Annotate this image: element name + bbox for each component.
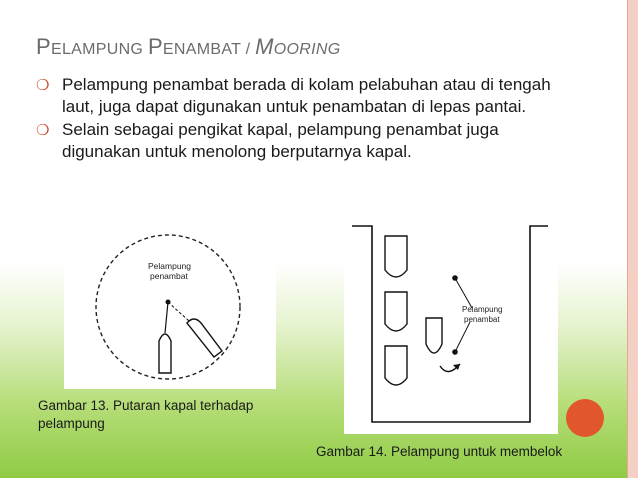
- mooring-line: [165, 302, 168, 333]
- bullet-text: Pelampung penambat berada di kolam pelabuhan atau di tengah laut, juga dapat digunakan untuk penambatan di lepas pantai.: [62, 75, 551, 116]
- fig13-label-line2: penambat: [150, 271, 188, 281]
- ship-swung-icon: [187, 319, 222, 357]
- ship-icon: [385, 236, 407, 277]
- fig13-label-line1: Pelampung: [148, 261, 192, 271]
- ring-bullet-icon: ❍: [36, 77, 50, 94]
- figure-13: [64, 229, 276, 389]
- turning-ship-icon: [426, 318, 442, 353]
- ship-icon: [159, 334, 171, 373]
- figure-14-caption: Gambar 14. Pelampung untuk membelok: [316, 444, 563, 459]
- slide-title: PELAMPUNG PENAMBAT / MOORING: [36, 34, 341, 59]
- figure-14: [344, 212, 558, 434]
- swing-line: [168, 302, 189, 321]
- decorative-circle: [566, 399, 604, 437]
- ring-bullet-icon: ❍: [36, 122, 50, 139]
- bullet-text: Selain sebagai pengikat kapal, pelampung penambat juga digunakan untuk menolong berputarnya kapal.: [62, 120, 499, 161]
- ship-icon: [385, 346, 407, 385]
- figure-13-caption: Gambar 13. Putaran kapal terhadap pelampung: [38, 398, 254, 431]
- ship-icon: [385, 292, 407, 331]
- harbor-basin-outline: [352, 226, 548, 422]
- fig14-label-line2: penambat: [464, 315, 500, 324]
- bullet-item: [36, 119, 556, 162]
- fig14-label-line1: Pelampung: [462, 305, 503, 314]
- bullet-item: [36, 74, 556, 117]
- bullet-list: [36, 74, 556, 164]
- pointer-line: [455, 322, 470, 352]
- right-decor-bar: [627, 0, 638, 478]
- pointer-line: [455, 278, 472, 308]
